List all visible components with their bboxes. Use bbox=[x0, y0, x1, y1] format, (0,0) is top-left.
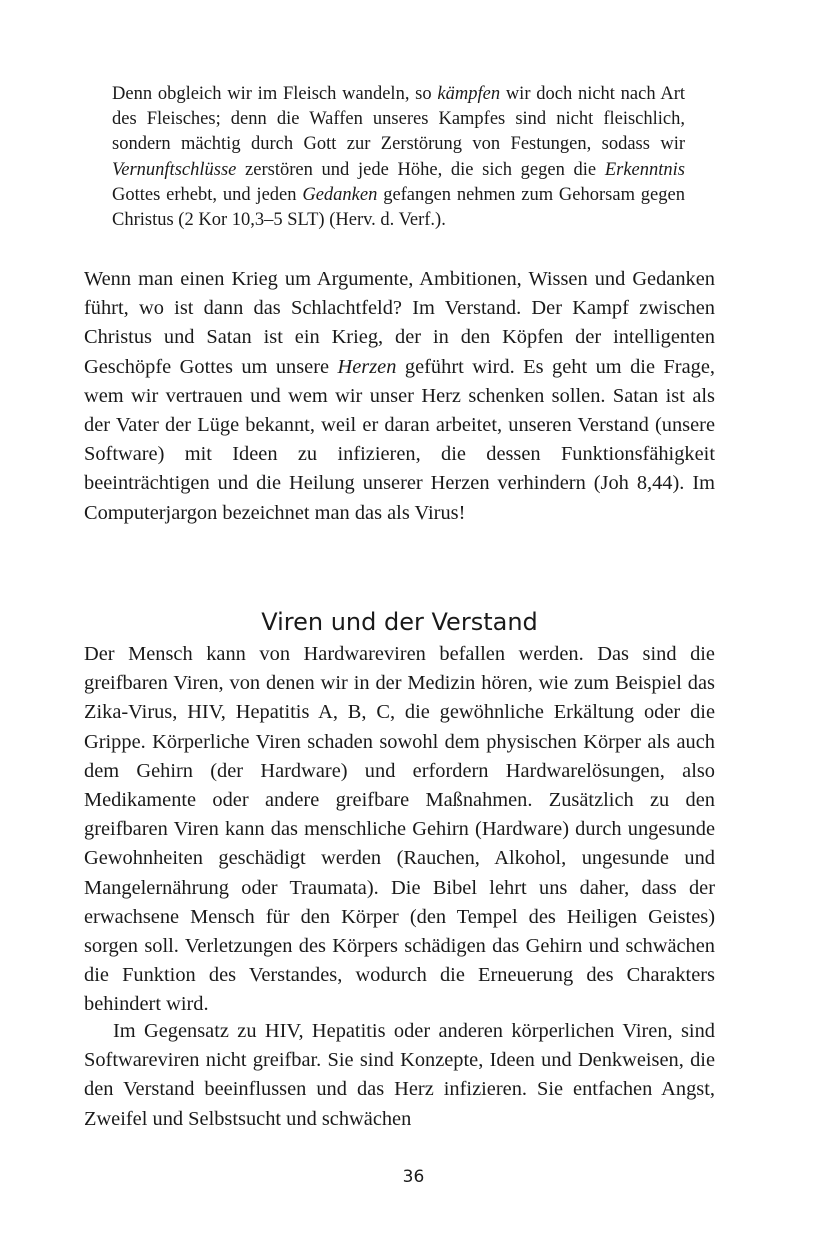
section-heading: Viren und der Verstand bbox=[261, 607, 538, 636]
quote-text-1: Denn obgleich wir im Fleisch wandeln, so bbox=[112, 84, 438, 104]
paragraph-hardware-viruses: Der Mensch kann von Hardwareviren befallen werden. Das sind die greifbaren Viren, von denen wir in der Medizin hören, wie zum Beispiel das Zika-Virus, HIV, Hepatitis A, B, C, die gewöhnliche Erkältung oder die Grippe. Körperliche Viren schaden sowohl dem physischen Körper als auch dem Gehirn (der Hardware) und erfordern Hardwarelösungen, also Medikamente oder andere greifbare Maßnahmen. Zusätzlich zu den greifbaren Viren kann das menschliche Gehirn (Hardware) durch ungesunde Gewohnheiten geschädigt werden (Rauchen, Alkohol, ungesunde und Mangelernährung oder Traumata). Die Bibel lehrt uns daher, dass der erwachsene Mensch für den Körper (den Tempel des Heiligen Geistes) sorgen soll. Verletzungen des Körpers schädigen das Gehirn und schwächen die Funktion des Verstandes, wodurch die Erneuerung des Charakters behindert wird. bbox=[84, 643, 715, 1016]
paragraph-1-text-1: Wenn man einen Krieg um Argumente, Ambitionen, Wissen und Gedanken führt, wo ist dann das Schlachtfeld? Im Verstand. Der Kampf zwischen Christus und Satan ist ein Krieg, der in den Köpfen der intelligenten Geschöpfe Gottes um unsere bbox=[84, 268, 715, 378]
paragraph-battlefield bbox=[84, 265, 715, 528]
quote-emphasis-erkenntnis: Erkenntnis bbox=[604, 159, 685, 180]
quote-text-3: zerstören und jede Höhe, die sich gegen die bbox=[236, 159, 605, 180]
paragraph-1-text-2: geführt wird. Es geht um die Frage, wem wir vertrauen und wem wir unser Herz schenken sollen. Satan ist als der Vater der Lüge bekannt, weil er daran arbeitet, unseren Verstand (unsere Software) mit Ideen zu infizieren, die dessen Funktionsfähigkeit beeinträchtigen und die Heilung unserer Herzen verhindern (Joh 8,44). Im Computerjargon bezeichnet man das als Virus! bbox=[84, 355, 715, 524]
page-number: 36 bbox=[402, 1167, 425, 1187]
quote-emphasis-kaempfen: kämpfen bbox=[437, 84, 501, 104]
quote-text-4: Gottes erhebt, und jeden bbox=[112, 184, 303, 205]
bible-quote bbox=[112, 82, 685, 233]
quote-emphasis-gedanken: Gedanken bbox=[302, 184, 378, 205]
paragraph-software-viruses: Im Gegensatz zu HIV, Hepatitis oder anderen körperlichen Viren, sind Softwareviren nicht greifbar. Sie sind Konzepte, Ideen und Denkweisen, die den Verstand beeinflussen und das Herz infizieren. Sie entfachen Angst, Zweifel und Selbstsucht und schwächen bbox=[84, 1020, 715, 1130]
paragraph-1-emphasis-herzen: Herzen bbox=[337, 355, 397, 378]
quote-emphasis-vernunftschluesse: Vernunftschlüsse bbox=[112, 159, 237, 180]
quote-text-5: gefangen nehmen zum Gehorsam gegen Christus (2 Kor 10,3–5 SLT) (Herv. d. Verf.). bbox=[112, 184, 685, 231]
quote-text-2: wir doch nicht nach Art des Fleisches; denn die Waffen unseres Kampfes sind nicht fleischlich, sondern mächtig durch Gott zur Zerstörung von Festungen, sodass wir bbox=[112, 84, 685, 155]
